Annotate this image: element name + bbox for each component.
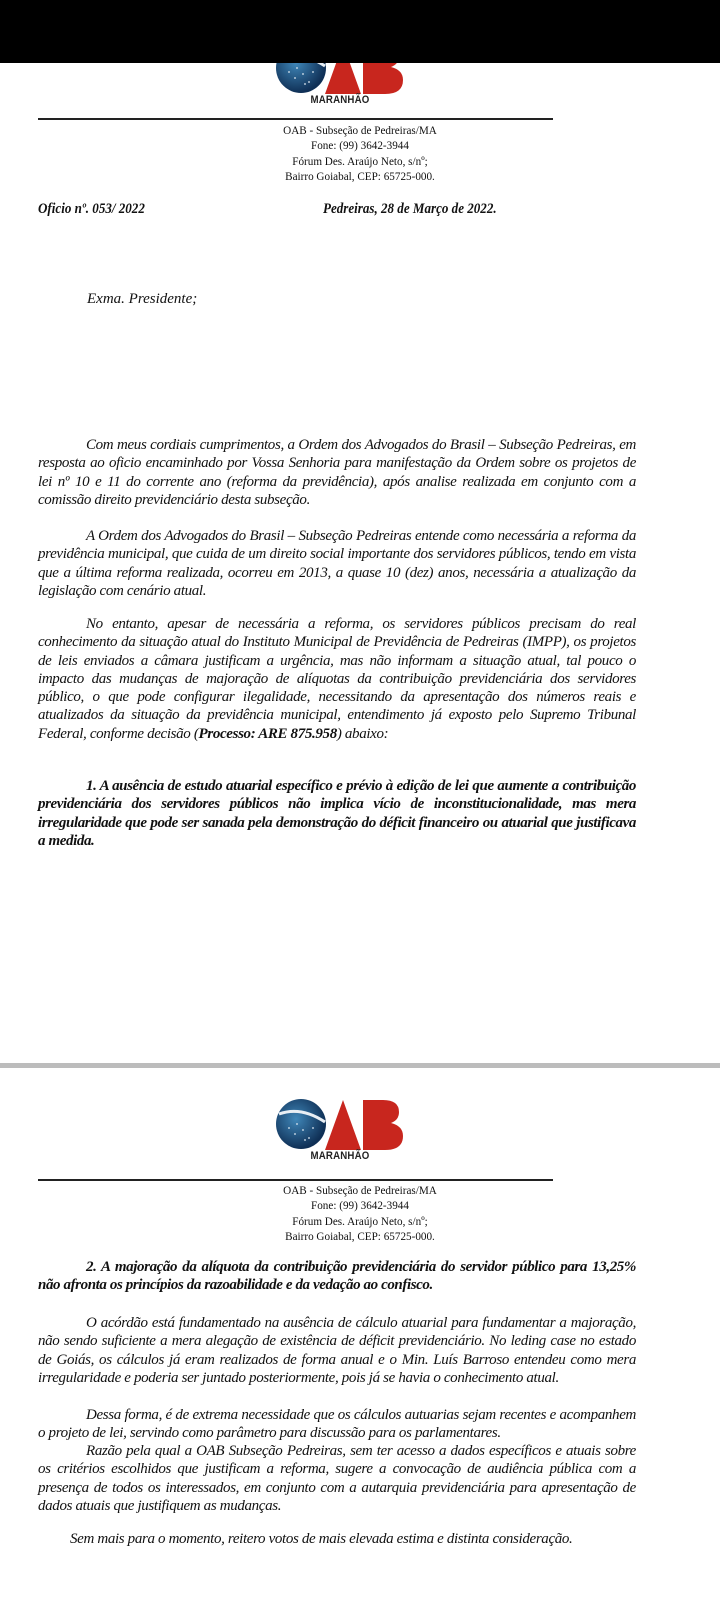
paragraph: Com meus cordiais cumprimentos, a Ordem dos Advogados do Brasil – Subseção Pedreiras, em resposta ao oficio encaminhado por Vossa Senhoria para manifestação da Ordem sobre os projetos de lei nº 10 e 11 do corrente ano (reforma da previdência), após analise realizada em conjunto com a comissão direito previdenciário desta subseção. — [38, 437, 636, 508]
quoted-thesis-2: 2. A majoração da alíquota da contribuição previdenciária do servidor público para 13,25% não afronta os princípios da razoabilidade e da vedação ao confisco. — [38, 1259, 636, 1294]
address-line: Fone: (99) 3642-3944 — [311, 1198, 409, 1213]
oab-logo-graphic — [275, 1098, 405, 1150]
address-line: OAB - Subseção de Pedreiras/MA — [283, 123, 437, 137]
address-line: Bairro Goiabal, CEP: 65725-000. — [285, 168, 435, 183]
paragraph: Razão pela qual a OAB Subseção Pedreiras, sem ter acesso a dados específicos e atuais sobre os critérios escolhidos que justificam a reforma, sugere a convocação de audiência pública com a presença de todos os interessados, em conjunto com a autarquia previdenciária para apresentação de dados atuais que justifiquem as mudanças. — [38, 1443, 636, 1514]
address-line: Fórum Des. Araújo Neto, s/nº; — [292, 1213, 428, 1228]
quoted-thesis-1: 1. A ausência de estudo atuarial específico e prévio à edição de lei que aumente a contribuição previdenciária dos servidores públicos não implica vício de inconstitucionalidade, mas mera irregularidade que pode ser sanada pela demonstração do déficit financeiro ou atuarial que justificava a medida. — [38, 778, 636, 849]
oficio-number: Oficio nº. 053/ 2022 — [38, 201, 145, 217]
process-reference: Processo: ARE 875.958 — [198, 725, 337, 742]
letterhead-divider — [38, 118, 553, 120]
paragraph: A Ordem dos Advogados do Brasil – Subseção Pedreiras entende como necessária a reforma da previdência municipal, que cuida de um direito social importante dos servidores públicos, tendo em vista que a última reforma realizada, ocorreu em 2013, a quase 10 (dez) anos, necessária a atualização da legislação com cenário atual. — [38, 528, 636, 599]
logo-subtitle: MARANHÃO — [310, 94, 370, 106]
address-line: Fone: (99) 3642-3944 — [311, 138, 409, 153]
top-status-bar — [0, 0, 720, 63]
paragraph: O acórdão está fundamentado na ausência de cálculo atuarial para fundamentar a majoração, não sendo suficiente a mera alegação de existência de déficit previdenciário. No leding case no estado de Goiás, os cálculos já eram realizados de forma anual e o Min. Luís Barroso entendeu como mera irregularidade e poderia ser juntado posteriormente, pois já se havia o conhecimento atual. — [38, 1315, 636, 1386]
letterhead-divider — [38, 1179, 553, 1181]
paragraph-text: ) abaixo: — [336, 725, 389, 742]
reference-row — [38, 201, 638, 221]
salutation: Exma. Presidente; — [87, 291, 198, 307]
closing-remark: Sem mais para o momento, reitero votos de mais elevada estima e distinta consideração. — [70, 1531, 573, 1547]
paragraph: Dessa forma, é de extrema necessidade que os cálculos autuarias sejam recentes e acompanhem o projeto de lei, servindo como parâmetro para discussão para os parlamentares. — [38, 1407, 636, 1442]
address-line: Bairro Goiabal, CEP: 65725-000. — [285, 1228, 435, 1243]
paragraph-text: No entanto, apesar de necessária a reforma, os servidores públicos precisam do real conhecimento da situação atual do Instituto Municipal de Previdência de Pedreiras (IMPP), os projetos de leis enviados a câmara justificam a urgência, mas não informam a situação atual, tal pouco o impacto das mudanças de majoração de alíquotas da contribuição previdenciária dos servidores público, o que pode configurar ilegalidade, necessitando da apresentação dos números reais e atualizados da situação da previdência municipal, entendimento já exposto pelo Supremo Tribunal Federal, conforme decisão ( — [38, 616, 636, 742]
address-line: OAB - Subseção de Pedreiras/MA — [283, 1183, 437, 1197]
paragraph — [38, 615, 636, 743]
place-date: Pedreiras, 28 de Março de 2022. — [323, 201, 497, 217]
address-line: Fórum Des. Araújo Neto, s/nº; — [292, 153, 428, 168]
document-page-2 — [0, 1068, 720, 1600]
logo-subtitle: MARANHÃO — [310, 1150, 370, 1162]
oab-logo — [275, 1098, 405, 1160]
letterhead-address — [0, 123, 720, 184]
letterhead-address — [0, 1183, 720, 1244]
